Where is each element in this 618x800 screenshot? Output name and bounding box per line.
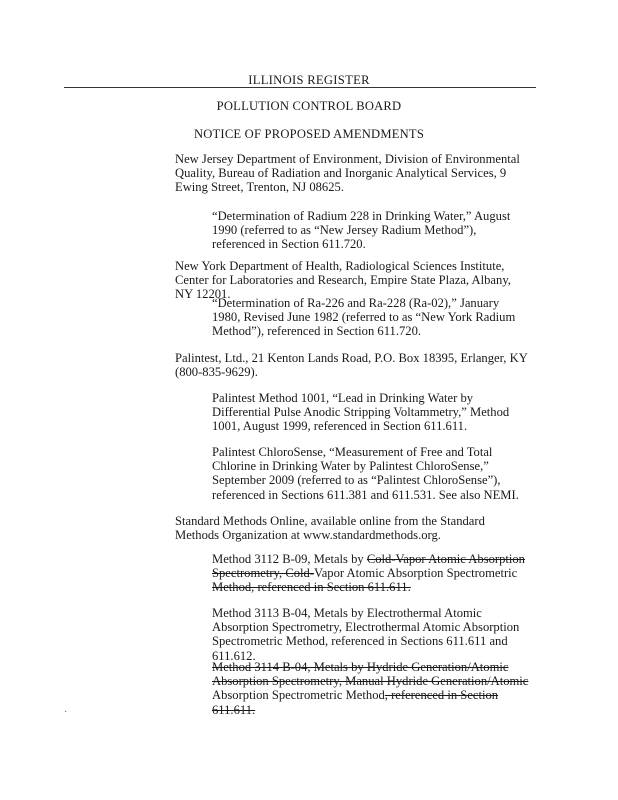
notice-title: NOTICE OF PROPOSED AMENDMENTS <box>193 127 425 141</box>
palintest-chlorosense: Palintest ChloroSense, “Measurement of Free and Total Chlorine in Drinking Water by Palintest ChloroSense,” September 2009 (referred to as “Palintest ChloroSense”), referenced in Sections 611.381 and 611.531. See also NEMI. <box>212 445 519 502</box>
nj-radium-method: “Determination of Radium 228 in Drinking Water,” August 1990 (referred to as “New Jersey Radium Method”), referenced in Section 611.720. <box>212 209 511 252</box>
method-3112-deleted-a: Cold-Vapor Atomic Absorption Spectrometry, Cold- <box>212 552 525 581</box>
method-3114-deleted-a: Method 3114 B-04, Metals by Hydride Generation/Atomic Absorption Spectrometry, Manual Hydride Generation/Atomic <box>212 660 529 689</box>
nj-organization: New Jersey Department of Environment, Division of Environmental Quality, Bureau of Radiation and Inorganic Analytical Services, 9 Ewing Street, Trenton, NJ 08625. <box>175 152 520 195</box>
method-3114-deleted-b: , referenced in Section 611.611. <box>212 688 499 717</box>
ny-organization: New York Department of Health, Radiological Sciences Institute, Center for Laboratories and Research, Empire State Plaza, Albany, NY 12201. <box>175 259 511 302</box>
method-3112-deleted-b: Method, referenced in Section 611.611. <box>212 580 411 595</box>
standard-methods-organization: Standard Methods Online, available online from the Standard Methods Organization at www.standardmethods.org. <box>175 514 485 543</box>
palintest-organization: Palintest, Ltd., 21 Kenton Lands Road, P.O. Box 18395, Erlanger, KY (800-835-9629). <box>175 351 528 380</box>
method-3112-text-a: Method 3112 B-09, Metals by <box>212 552 367 566</box>
palintest-method-1001: Palintest Method 1001, “Lead in Drinking Water by Differential Pulse Anodic Stripping Voltammetry,” Method 1001, August 1999, referenced in Section 611.611. <box>212 391 510 434</box>
method-3112-text-b: Vapor Atomic Absorption Spectrometric <box>314 566 518 581</box>
margin-mark: · <box>64 707 68 718</box>
method-3113: Method 3113 B-04, Metals by Electrothermal Atomic Absorption Spectrometry, Electrothermal Atomic Absorption Spectrometric Method, referenced in Sections 611.611 and 611.612. <box>212 606 520 663</box>
method-3114 <box>212 660 530 717</box>
header-rule <box>64 87 536 88</box>
method-3114-text: Absorption Spectrometric Method <box>212 688 385 703</box>
method-3112 <box>212 552 530 595</box>
board-name: POLLUTION CONTROL BOARD <box>216 99 402 113</box>
ny-radium-method: “Determination of Ra-226 and Ra-228 (Ra-02),” January 1980, Revised June 1982 (referred to as “New York Radium Method”), referenced in Section 611.720. <box>212 296 516 339</box>
register-title: ILLINOIS REGISTER <box>248 73 370 87</box>
